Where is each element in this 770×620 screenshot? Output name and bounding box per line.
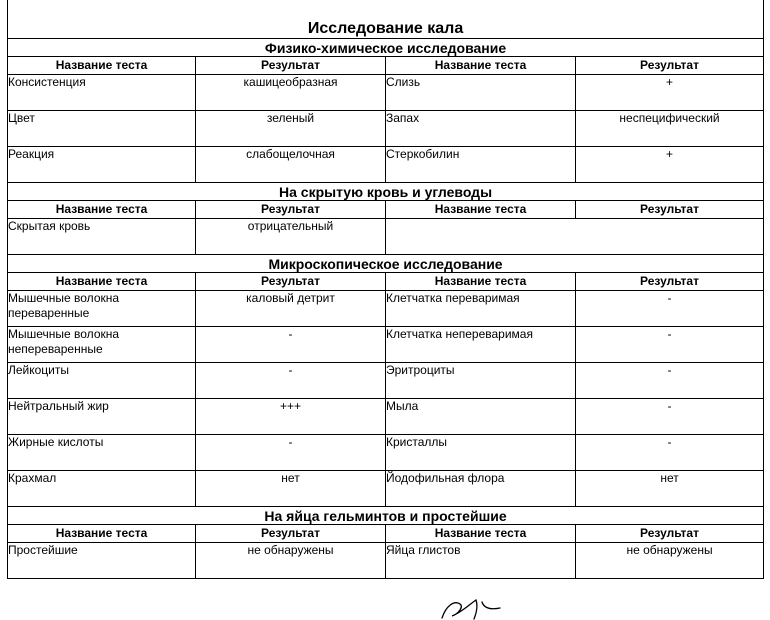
test-result-cell: -: [576, 435, 764, 471]
test-result-cell: не обнаружены: [196, 543, 386, 579]
column-header-result: Результат: [576, 273, 764, 291]
column-header-test-name: Название теста: [8, 273, 196, 291]
test-result-cell: отрицательный: [196, 219, 386, 255]
test-result-cell: -: [576, 327, 764, 363]
test-result-cell: -: [576, 291, 764, 327]
test-name-cell: Скрытая кровь: [8, 219, 196, 255]
test-name-cell: Нейтральный жир: [8, 399, 196, 435]
test-result-cell: нет: [196, 471, 386, 507]
column-header-test-name: Название теста: [386, 201, 576, 219]
test-result-cell: -: [576, 363, 764, 399]
test-result-cell: +: [576, 75, 764, 111]
title-row: [8, 0, 764, 39]
column-header-result: Результат: [196, 273, 386, 291]
test-name-cell: Слизь: [386, 75, 576, 111]
test-name-cell: Кристаллы: [386, 435, 576, 471]
test-result-cell: кашицеобразная: [196, 75, 386, 111]
test-result-cell: каловый детрит: [196, 291, 386, 327]
test-name-cell: Лейкоциты: [8, 363, 196, 399]
table-row: [8, 399, 764, 435]
test-name-cell: Мышечные волокна переваренные: [8, 291, 196, 327]
test-name-cell: Клетчатка непереваримая: [386, 327, 576, 363]
column-header-result: Результат: [576, 525, 764, 543]
test-name-cell: Крахмал: [8, 471, 196, 507]
test-result-cell: -: [196, 435, 386, 471]
test-name-cell: Запах: [386, 111, 576, 147]
test-name-cell: Жирные кислоты: [8, 435, 196, 471]
column-header-test-name: Название теста: [8, 525, 196, 543]
section-title: Физико-химическое исследование: [8, 39, 764, 57]
test-name-cell: Яйца глистов: [386, 543, 576, 579]
column-header-result: Результат: [196, 525, 386, 543]
section-title: На яйца гельминтов и простейшие: [8, 507, 764, 525]
column-header-row: [8, 273, 764, 291]
table-row: [8, 543, 764, 579]
test-name-cell: Эритроциты: [386, 363, 576, 399]
column-header-test-name: Название теста: [386, 273, 576, 291]
test-result-cell: нет: [576, 471, 764, 507]
test-result-cell: зеленый: [196, 111, 386, 147]
column-header-result: Результат: [196, 57, 386, 75]
test-result-cell: -: [576, 399, 764, 435]
table-row: [8, 471, 764, 507]
test-name-cell: Клетчатка переваримая: [386, 291, 576, 327]
table-row: [8, 75, 764, 111]
table-row: [8, 111, 764, 147]
signature: [420, 596, 540, 620]
section-title: Микроскопическое исследование: [8, 255, 764, 273]
column-header-test-name: Название теста: [8, 57, 196, 75]
table-row: [8, 435, 764, 471]
column-header-row: [8, 57, 764, 75]
test-result-cell: слабощелочная: [196, 147, 386, 183]
column-header-test-name: Название теста: [8, 201, 196, 219]
test-result-cell: +++: [196, 399, 386, 435]
section-title: На скрытую кровь и углеводы: [8, 183, 764, 201]
test-name-cell: Реакция: [8, 147, 196, 183]
column-header-row: [8, 525, 764, 543]
table-row: [8, 363, 764, 399]
column-header-result: Результат: [576, 201, 764, 219]
test-name-cell: Простейшие: [8, 543, 196, 579]
test-name-cell: Стеркобилин: [386, 147, 576, 183]
empty-cell: [386, 219, 764, 255]
column-header-test-name: Название теста: [386, 525, 576, 543]
table-row: [8, 291, 764, 327]
test-name-cell: Мыла: [386, 399, 576, 435]
test-result-cell: +: [576, 147, 764, 183]
column-header-result: Результат: [196, 201, 386, 219]
column-header-row: [8, 201, 764, 219]
test-result-cell: неспецифический: [576, 111, 764, 147]
section-header-row: [8, 255, 764, 273]
table-row: [8, 147, 764, 183]
section-header-row: [8, 39, 764, 57]
table-row: [8, 327, 764, 363]
test-result-cell: не обнаружены: [576, 543, 764, 579]
column-header-test-name: Название теста: [386, 57, 576, 75]
section-header-row: [8, 183, 764, 201]
test-result-cell: -: [196, 327, 386, 363]
section-header-row: [8, 507, 764, 525]
column-header-result: Результат: [576, 57, 764, 75]
document-title: Исследование кала: [8, 0, 764, 39]
test-name-cell: Йодофильная флора: [386, 471, 576, 507]
stool-analysis-table: [7, 0, 764, 579]
test-name-cell: Мышечные волокна непереваренные: [8, 327, 196, 363]
test-result-cell: -: [196, 363, 386, 399]
test-name-cell: Цвет: [8, 111, 196, 147]
test-name-cell: Консистенция: [8, 75, 196, 111]
table-row: [8, 219, 764, 255]
